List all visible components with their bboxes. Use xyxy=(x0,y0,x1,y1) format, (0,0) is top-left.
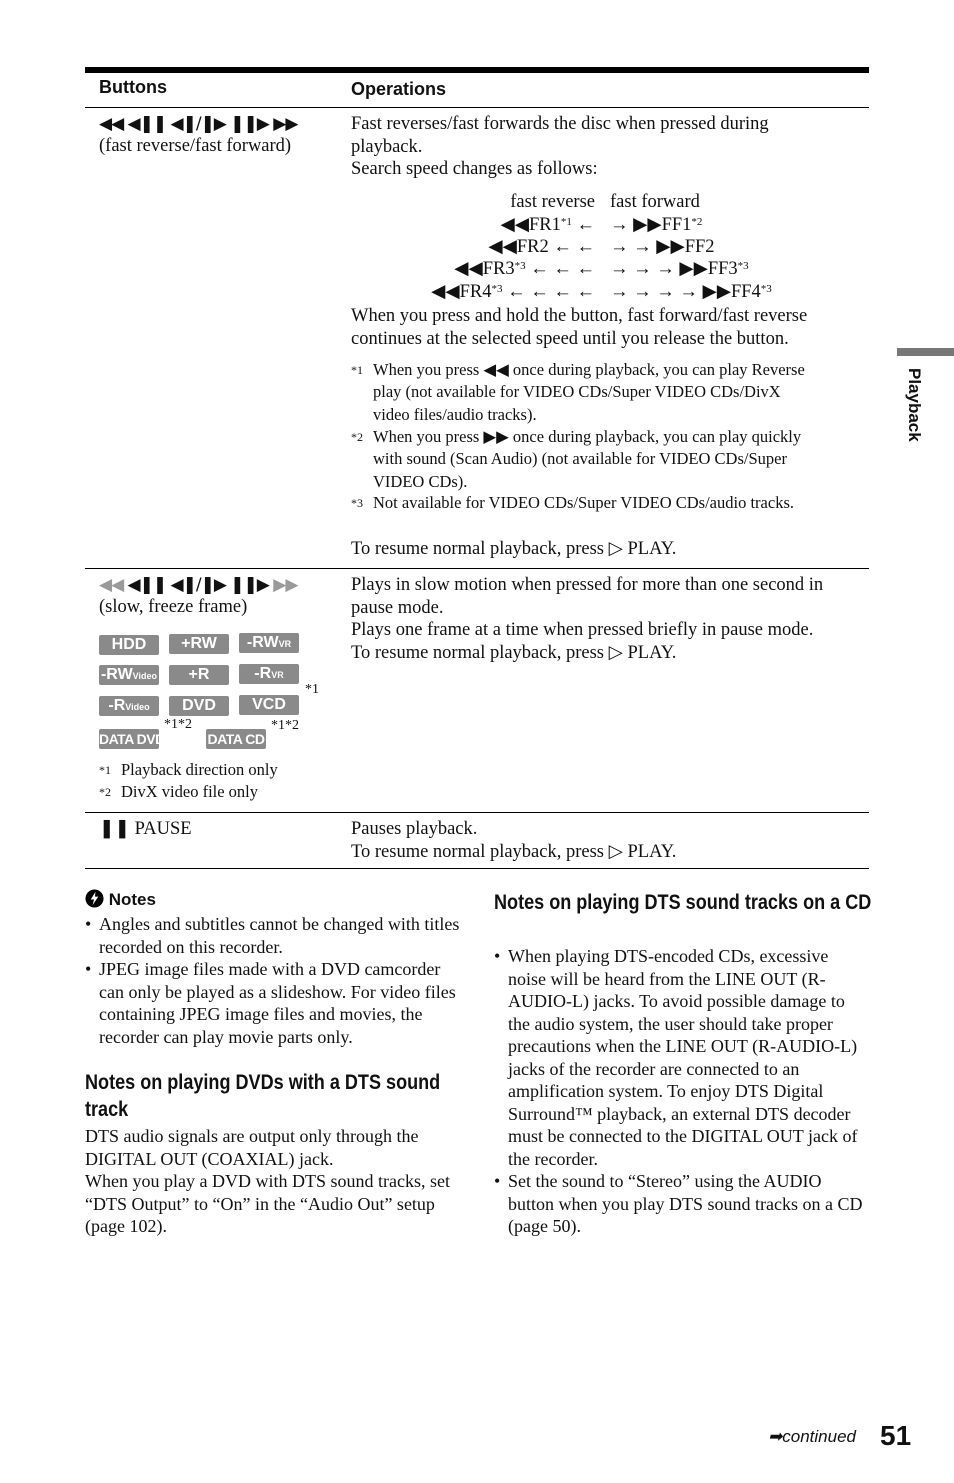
fast-reverse-forward-icons: ◀◀ ◀❚❚ ◀❚/❚▶ ❚❚▶ ▶▶ xyxy=(99,114,298,134)
badge-subtext: VR xyxy=(278,639,292,649)
speed-rev-2 xyxy=(355,236,595,258)
badge-text: -RW xyxy=(100,666,133,683)
ff1-label: ▶▶FF1 xyxy=(633,215,692,235)
section-tab-label: Playback xyxy=(905,368,924,442)
ff4-label: ▶▶FF4 xyxy=(702,282,761,302)
speed-header-reverse xyxy=(465,191,595,213)
footnote-text: Playback direction only xyxy=(121,760,278,779)
row-divider xyxy=(85,568,869,569)
ff3-label: ▶▶FF3 xyxy=(679,259,738,279)
dvd-dts-body xyxy=(85,1125,467,1238)
fast-forward-label: fast forward xyxy=(610,192,700,212)
footnote-ref: *3 xyxy=(514,260,526,272)
speed-fwd-3 xyxy=(610,258,865,280)
row2-caption: (slow, freeze frame) xyxy=(99,597,248,617)
vcd-note: *1 xyxy=(305,682,319,697)
page-number: 51 xyxy=(880,1420,912,1451)
data-dvd-note: *1*2 xyxy=(164,717,192,732)
text-line: When you press and hold the button, fast forward/fast reverse xyxy=(351,306,808,326)
hdd-badge: HDD xyxy=(99,635,159,655)
footnote-number: *2 xyxy=(99,785,111,799)
footnote-1 xyxy=(351,359,871,429)
row1-resume: To resume normal playback, press ▷ PLAY. xyxy=(351,539,677,559)
footnote-ref: *3 xyxy=(737,260,749,272)
list-item: • Angles and subtitles cannot be changed with titles recorded on this recorder. xyxy=(85,913,463,958)
reverse-gray-icon: ◀◀ xyxy=(99,575,124,595)
text-line: To resume normal playback, press ▷ PLAY. xyxy=(351,642,677,663)
cd-dts-heading: Notes on playing DTS sound tracks on a CD xyxy=(494,891,872,914)
list-item: • Set the sound to “Stereo” using the AUDIO button when you play DTS sound tracks on a CD (page 50). xyxy=(494,1170,868,1238)
dvd-badge: DVD xyxy=(169,696,229,716)
footnote-text: DivX video file only xyxy=(121,782,259,801)
text-line: Plays one frame at a time when pressed briefly in pause mode. xyxy=(351,620,814,640)
text-line: Not available for VIDEO CDs/Super VIDEO CDs/audio tracks. xyxy=(373,493,794,512)
text-line: Fast reverses/fast forwards the disc when pressed during xyxy=(351,114,769,134)
footnote-3 xyxy=(351,492,871,516)
right-arrows: → xyxy=(610,215,634,235)
footnote-ref: *2 xyxy=(691,216,703,228)
text-line: VIDEO CDs). xyxy=(373,471,468,491)
right-arrows: → → → → xyxy=(610,282,703,302)
footnote-number: *2 xyxy=(351,430,363,444)
text-line: Plays in slow motion when pressed for more than one second in xyxy=(351,575,824,595)
fr1-label: ◀◀FR1 xyxy=(500,215,561,235)
slow-freeze-icons xyxy=(99,574,349,596)
minus-r-vr-badge xyxy=(239,664,299,684)
table-bottom-rule xyxy=(85,868,869,869)
text-line: continues at the selected speed until you release the button. xyxy=(351,328,789,349)
left-arrows: ← ← ← xyxy=(525,259,595,279)
data-cd-note: *1*2 xyxy=(271,718,299,733)
data-dvd-badge: DATA DVD xyxy=(99,731,165,747)
text-line: pause mode. xyxy=(351,597,444,618)
row2-operations-cell xyxy=(351,574,871,664)
header-operations: Operations xyxy=(351,79,447,99)
plus-rw-badge: +RW xyxy=(169,634,229,654)
speed-rev-3 xyxy=(355,258,595,280)
badge-text: -R xyxy=(254,665,272,682)
minus-r-video-badge xyxy=(99,696,159,716)
fr4-label: ◀◀FR4 xyxy=(431,282,492,302)
list-item: • JPEG image files made with a DVD camcorder can only be played as a slideshow. For video files containing JPEG image files and movies, the recorder can play movie parts only. xyxy=(85,958,463,1048)
text-line: with sound (Scan Audio) (not available for VIDEO CDs/Super xyxy=(373,449,787,469)
continued-label: ➡continued xyxy=(768,1427,856,1446)
text-line: playback. xyxy=(351,136,423,157)
speed-fwd-1 xyxy=(610,214,860,236)
fr2-label: ◀◀FR2 xyxy=(488,237,549,257)
list-item: • When playing DTS-encoded CDs, excessive noise will be heard from the LINE OUT (R-AUDIO-L) jacks. To avoid possible damage to the audio system, the user should take proper precautions when the LINE OUT (R-AUDIO-L) jacks of the recorder are connected to an amplification system. To enjoy DTS Digital Surround™ playback, an external DTS decoder must be connected to the DIGITAL OUT jack of the recorder. xyxy=(494,945,868,1170)
speed-fwd-4 xyxy=(610,281,870,303)
footnote-ref: *1 xyxy=(560,216,572,228)
left-arrows: ← ← ← ← xyxy=(502,282,595,302)
footnote-number: *1 xyxy=(351,363,363,377)
text-line: Pauses playback. xyxy=(351,819,478,839)
text-line: When you press ◀◀ once during playback, you can play Reverse xyxy=(373,360,805,379)
data-cd-badge: DATA CD xyxy=(207,731,265,747)
section-tab-bar xyxy=(897,348,954,356)
footnote-ref: *3 xyxy=(760,283,772,295)
footnote-number: *3 xyxy=(351,496,363,510)
cd-dts-list xyxy=(494,945,868,1238)
speed-rev-4 xyxy=(355,281,595,303)
minus-rw-vr-badge xyxy=(239,633,299,653)
footnote-ref: *3 xyxy=(491,283,503,295)
pause-button-label: ❚❚ PAUSE xyxy=(99,819,192,839)
paragraph: DTS audio signals are output only through the DIGITAL OUT (COAXIAL) jack. xyxy=(85,1126,419,1169)
row2-footnote-1 xyxy=(99,759,339,783)
row1-operations-cell xyxy=(351,113,871,181)
text-line: To resume normal playback, press ▷ PLAY. xyxy=(351,841,677,862)
notes-list xyxy=(85,913,463,1048)
vcd-badge: VCD xyxy=(239,695,299,715)
left-arrows: ← xyxy=(571,215,595,235)
footnote-2 xyxy=(351,426,871,496)
badge-text: -R xyxy=(108,697,126,714)
fr3-label: ◀◀FR3 xyxy=(454,259,515,279)
badge-text: -RW xyxy=(246,634,279,651)
row2-footnote-2 xyxy=(99,781,339,805)
speed-rev-1 xyxy=(355,214,595,236)
plus-r-badge: +R xyxy=(169,665,229,685)
fast-reverse-label: fast reverse xyxy=(510,192,595,212)
notes-icon xyxy=(85,889,104,908)
dvd-dts-heading: Notes on playing DVDs with a DTS sound track xyxy=(85,1071,441,1121)
row2-buttons-cell xyxy=(99,574,349,619)
left-arrows: ← ← xyxy=(548,237,595,257)
table-top-rule xyxy=(85,67,869,73)
minus-rw-video-badge xyxy=(99,665,159,685)
header-buttons: Buttons xyxy=(99,77,167,97)
row-divider xyxy=(85,812,869,813)
row1-buttons-cell xyxy=(99,113,339,158)
text-line: Search speed changes as follows: xyxy=(351,159,598,179)
speed-header-forward xyxy=(610,191,770,213)
section-tab xyxy=(900,368,930,448)
badge-subtext: Video xyxy=(125,702,150,712)
right-arrows: → → xyxy=(610,237,657,257)
speed-fwd-2 xyxy=(610,236,860,258)
badge-subtext: VR xyxy=(271,670,284,680)
right-arrows: → → → xyxy=(610,259,680,279)
hold-description xyxy=(351,305,871,350)
row3-operations-cell xyxy=(351,818,871,863)
text-line: When you press ▶▶ once during playback, you can play quickly xyxy=(373,427,802,446)
paragraph: When you play a DVD with DTS sound tracks, set “DTS Output” to “On” in the “Audio Out” setup (page 102). xyxy=(85,1171,450,1236)
badge-subtext: Video xyxy=(132,671,158,681)
footnote-number: *1 xyxy=(99,763,111,777)
header-divider xyxy=(85,107,869,108)
text-line: video files/audio tracks). xyxy=(373,404,537,424)
slow-frame-icons: ◀❚❚ ◀❚/❚▶ ❚❚▶ xyxy=(123,575,269,595)
text-line: play (not available for VIDEO CDs/Super VIDEO CDs/DivX xyxy=(373,382,781,402)
row1-caption: (fast reverse/fast forward) xyxy=(99,136,292,156)
forward-gray-icon: ▶▶ xyxy=(268,575,298,595)
notes-title: Notes xyxy=(108,890,156,909)
ff2-label: ▶▶FF2 xyxy=(656,237,715,257)
notes-heading xyxy=(85,889,156,910)
